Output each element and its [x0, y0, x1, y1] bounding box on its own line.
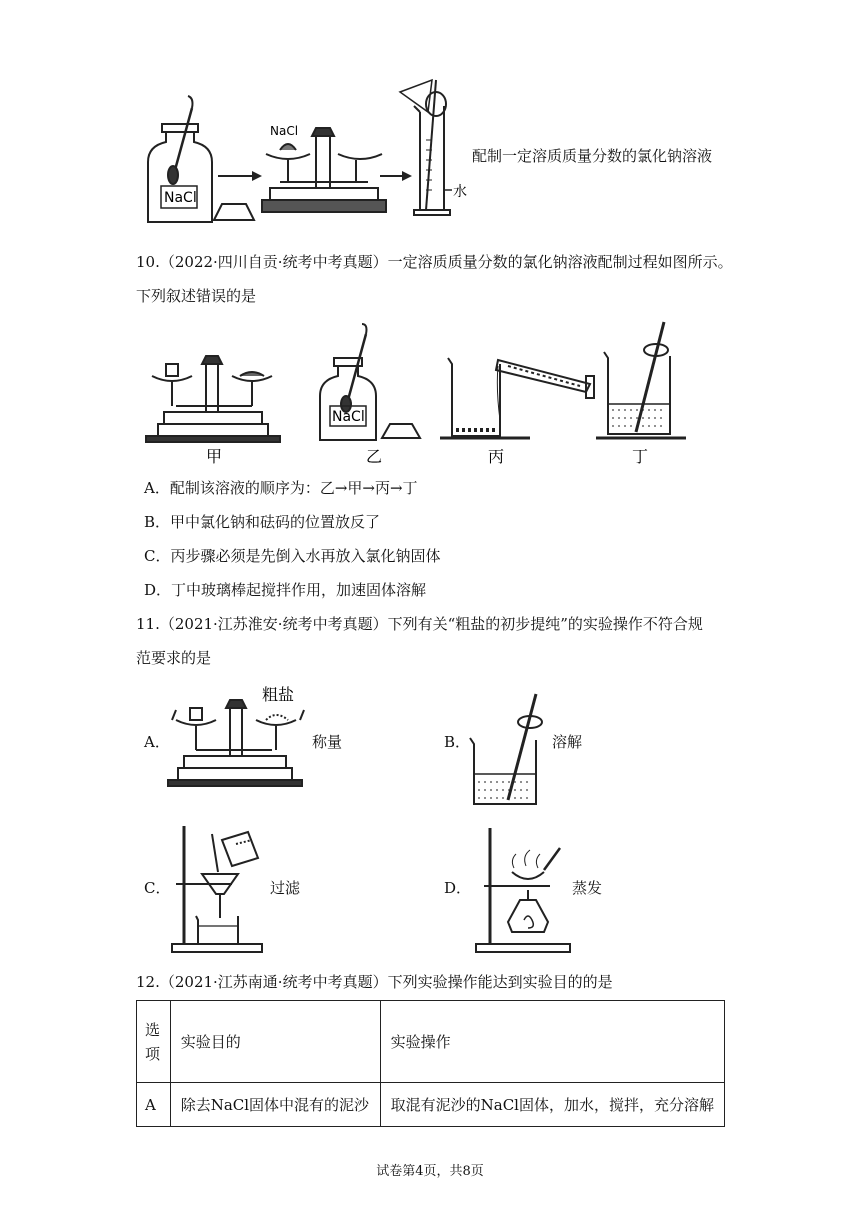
q11-option-a-annotation: 粗盐 — [262, 685, 295, 704]
table-row — [137, 1083, 725, 1127]
q10-stem-line2: 下列叙述错误的是 — [136, 287, 257, 305]
q11-stem-line2: 范要求的是 — [136, 649, 212, 667]
q10-option-b: B．甲中氯化钠和砝码的位置放反了 — [144, 513, 381, 531]
q10-option-c: C．丙步骤必须是先倒入水再放入氯化钠固体 — [144, 547, 441, 565]
fig9-bottle-label: NaCl — [164, 190, 197, 206]
q11-option-d-letter: D． — [444, 879, 472, 897]
q10-option-a: A．配制该溶液的顺序为：乙→甲→丙→丁 — [144, 479, 418, 497]
table-header-purpose: 实验目的 — [170, 1001, 380, 1083]
q10-option-d: D．丁中玻璃棒起搅拌作用，加速固体溶解 — [144, 581, 427, 599]
q10-diagram — [0, 320, 860, 470]
q10-stem-line1: 10.（2022·四川自贡·统考中考真题）一定溶质质量分数的氯化钠溶液配制过程如图所示。 — [136, 253, 733, 271]
table-header-row — [137, 1001, 725, 1083]
fig9-nacl-label: NaCl — [270, 124, 299, 138]
q10-bottle-label: NaCl — [332, 409, 365, 425]
q11-stem-line1: 11.（2021·江苏淮安·统考中考真题）下列有关“粗盐的初步提纯”的实验操作不符合规 — [136, 615, 703, 633]
q10-figure-label-jia: 甲 — [206, 447, 223, 466]
q11-option-c-label: 过滤 — [270, 879, 301, 897]
fig9-caption: 配制一定溶质质量分数的氯化钠溶液 — [472, 147, 713, 165]
q11-option-d-figure — [0, 820, 860, 960]
q11-option-a-letter: A． — [144, 733, 170, 751]
table-header-operation: 实验操作 — [380, 1001, 724, 1083]
q11-option-d-label: 蒸发 — [572, 879, 603, 897]
q10-figure-label-ding: 丁 — [632, 447, 649, 466]
table-cell-operation: 取混有泥沙的NaCl固体，加水，搅拌，充分溶解 — [380, 1083, 724, 1127]
table-cell-purpose: 除去NaCl固体中混有的泥沙 — [170, 1083, 380, 1127]
q11-option-b-letter: B． — [444, 733, 471, 751]
fig9-diagram — [0, 0, 860, 230]
q11-option-b-figure — [0, 680, 860, 810]
q12-table — [136, 1000, 725, 1127]
q12-stem: 12.（2021·江苏南通·统考中考真题）下列实验操作能达到实验目的的是 — [136, 973, 613, 991]
q10-figure-label-yi: 乙 — [366, 447, 383, 466]
q11-option-b-label: 溶解 — [552, 733, 583, 751]
q10-figure-label-bing: 丙 — [488, 447, 505, 466]
page-footer: 试卷第4页，共8页 — [376, 1164, 484, 1179]
table-cell-option: A — [137, 1083, 171, 1127]
table-header-option: 选项 — [137, 1001, 171, 1083]
q11-option-c-letter: C． — [144, 879, 171, 897]
q11-option-a-label: 称量 — [312, 733, 343, 751]
fig9-water-label: 水 — [453, 184, 467, 200]
